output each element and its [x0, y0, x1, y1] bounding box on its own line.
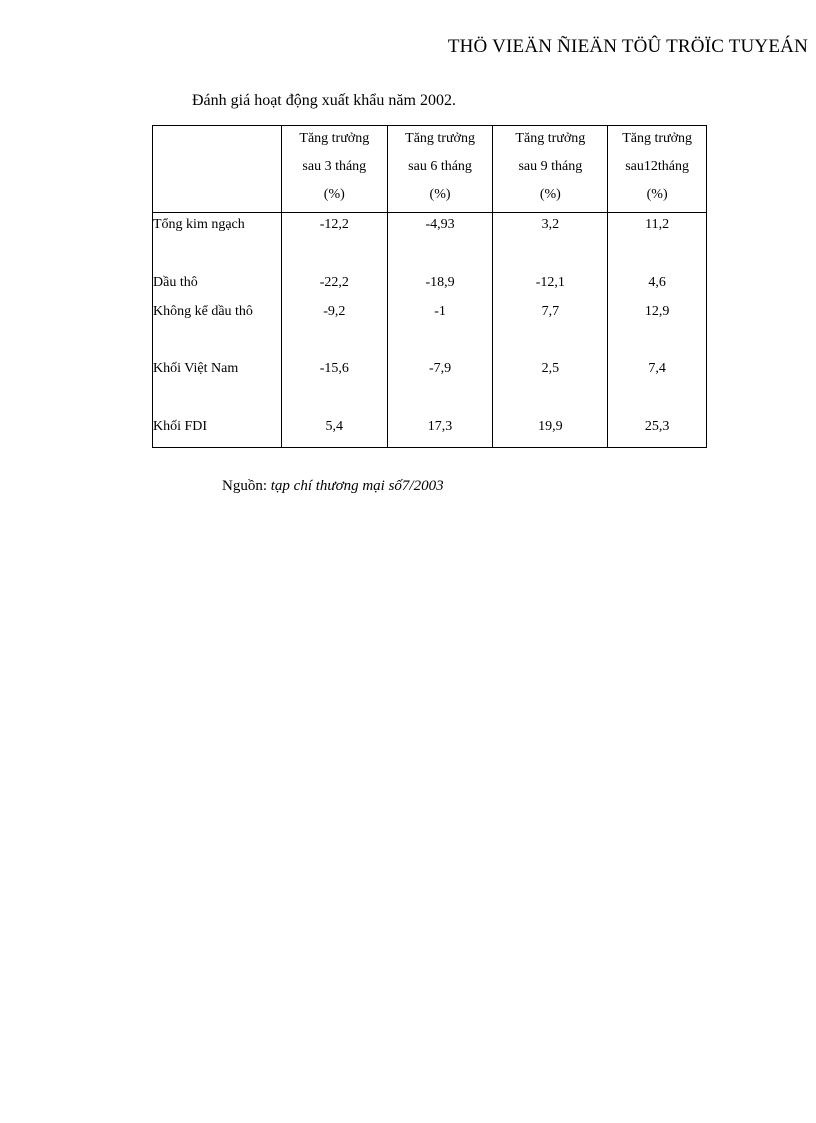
export-growth-table: [152, 125, 707, 448]
row-label: Tổng kim ngạch: [153, 213, 282, 271]
source-prefix: Nguồn:: [222, 478, 271, 494]
table-cell: 12,9: [608, 300, 707, 357]
row-label: Không kể dầu thô: [153, 300, 282, 357]
source-note: [222, 478, 444, 495]
header-empty-cell: [153, 126, 282, 213]
table-row-vietnam-sector: [153, 357, 707, 415]
table-title: Đánh giá hoạt động xuất khẩu năm 2002.: [192, 92, 456, 109]
table-cell: 7,4: [608, 357, 707, 415]
table-cell: 3,2: [493, 213, 608, 271]
column-header-line: (%): [539, 187, 561, 202]
row-label: Khối Việt Nam: [153, 357, 282, 415]
column-header-line: (%): [323, 187, 345, 202]
column-header-line: sau 9 tháng: [518, 159, 583, 174]
column-header-line: sau12tháng: [625, 159, 689, 174]
column-header-6-months: [387, 126, 493, 213]
table-cell: -15,6: [281, 357, 387, 415]
table-cell: -12,1: [493, 271, 608, 300]
table-row-excluding-crude-oil: [153, 300, 707, 357]
column-header-line: (%): [646, 187, 668, 202]
row-label: Dầu thô: [153, 271, 282, 300]
table-row-total: [153, 213, 707, 271]
table-cell: -18,9: [387, 271, 493, 300]
table-cell: -1: [387, 300, 493, 357]
table-cell: -22,2: [281, 271, 387, 300]
column-header-line: (%): [429, 187, 451, 202]
column-header-line: Tăng trưởng: [515, 131, 586, 146]
table-cell: 11,2: [608, 213, 707, 271]
column-header-12-months: [608, 126, 707, 213]
table-cell: 7,7: [493, 300, 608, 357]
table-cell: 4,6: [608, 271, 707, 300]
column-header-line: Tăng trưởng: [299, 131, 370, 146]
table-header-row: [153, 126, 707, 213]
column-header-line: sau 3 tháng: [302, 159, 367, 174]
table-cell: -4,93: [387, 213, 493, 271]
table-row-fdi-sector: [153, 415, 707, 448]
page-header: THÖ VIEÄN ÑIEÄN TÖÛ TRÖÏC TUYEÁN: [447, 36, 808, 57]
row-label: Khối FDI: [153, 415, 282, 448]
column-header-line: Tăng trưởng: [622, 131, 693, 146]
table-cell: -9,2: [281, 300, 387, 357]
table-cell: -12,2: [281, 213, 387, 271]
table-row-crude-oil: [153, 271, 707, 300]
table-cell: 17,3: [387, 415, 493, 448]
table-cell: 25,3: [608, 415, 707, 448]
source-citation: tạp chí thương mại số7/2003: [270, 478, 444, 494]
column-header-line: Tăng trưởng: [405, 131, 475, 146]
column-header-3-months: [281, 126, 387, 213]
table-cell: -7,9: [387, 357, 493, 415]
table-cell: 5,4: [281, 415, 387, 448]
column-header-line: sau 6 tháng: [408, 159, 472, 174]
table-cell: 2,5: [493, 357, 608, 415]
column-header-9-months: [493, 126, 608, 213]
table-cell: 19,9: [493, 415, 608, 448]
